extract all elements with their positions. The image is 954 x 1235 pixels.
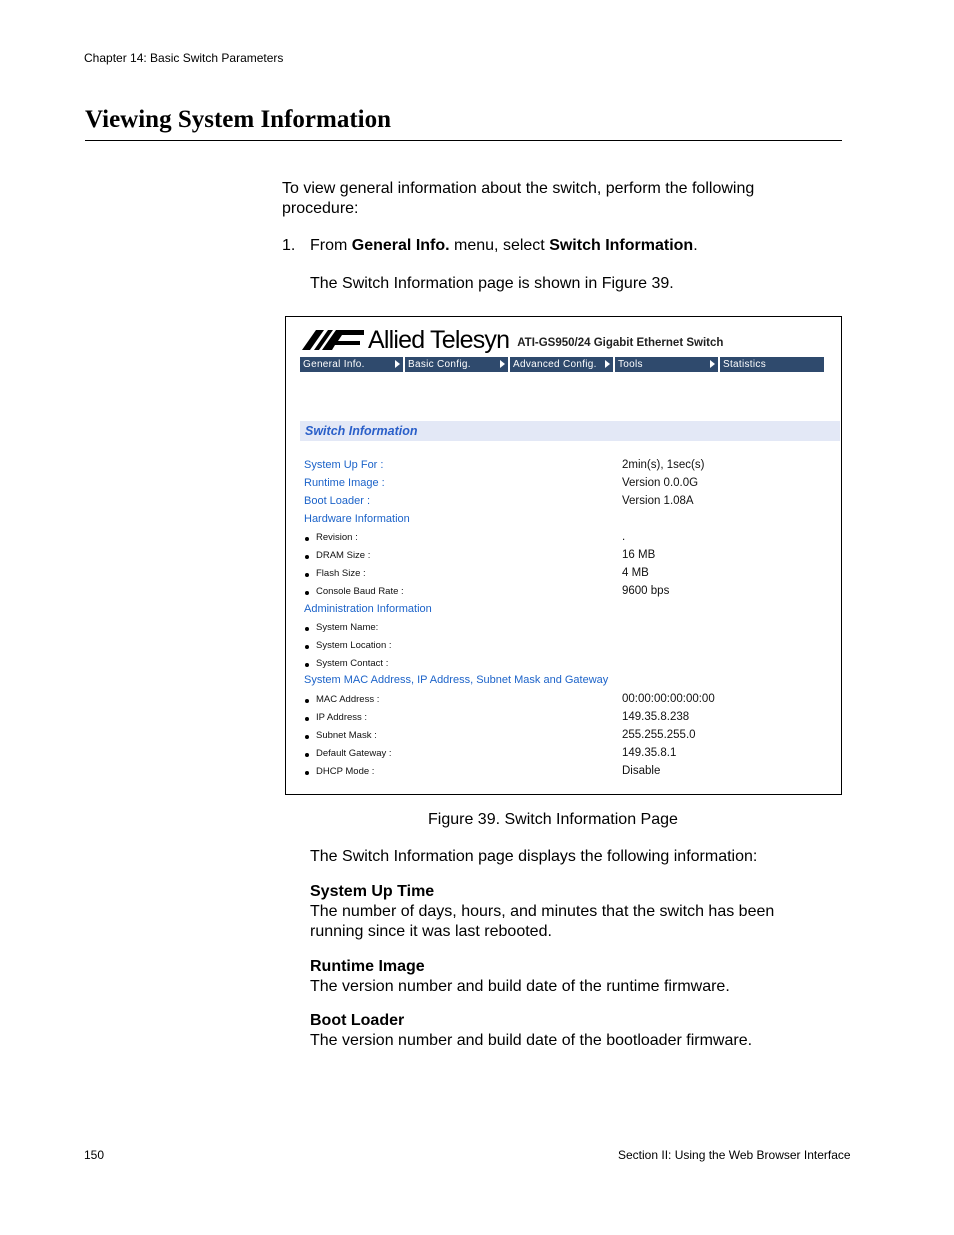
info-label: System Contact :: [316, 658, 389, 669]
info-label: Runtime Image :: [304, 477, 385, 489]
procedure-step-1: [282, 236, 822, 256]
figure-caption: Figure 39. Switch Information Page: [428, 811, 678, 828]
menu-arrow-icon: [605, 360, 610, 368]
section-title: Viewing System Information: [85, 106, 392, 133]
info-row-dram-size: [304, 549, 824, 565]
step-number: 1.: [282, 237, 296, 254]
page-number: 150: [84, 1148, 105, 1162]
info-row-flash-size: [304, 567, 824, 583]
product-name: ATI-GS950/24 Gigabit Ethernet Switch: [517, 337, 724, 349]
definition-system-up-time: [310, 882, 830, 942]
info-group-hardware: [304, 513, 824, 529]
menu-general-info[interactable]: [300, 357, 403, 372]
step-item-name: Switch Information: [549, 237, 694, 254]
info-row-ip-address: [304, 711, 824, 727]
definition-boot-loader: [310, 1011, 830, 1051]
intro-paragraph: To view general information about the switch, perform the following procedure:: [282, 180, 755, 217]
menu-label: Advanced Config.: [513, 359, 597, 370]
step-prefix: From: [310, 237, 352, 254]
info-value: 255.255.255.0: [622, 729, 696, 741]
info-group-network: [304, 674, 824, 690]
step-suffix: .: [693, 237, 698, 254]
definition-runtime-image: [310, 957, 830, 997]
allied-telesyn-logo-icon: [302, 329, 364, 351]
info-label: Flash Size :: [316, 568, 366, 579]
menu-tools[interactable]: [615, 357, 718, 372]
info-value: 4 MB: [622, 567, 649, 579]
info-value: Version 1.08A: [622, 495, 694, 507]
info-group-administration: [304, 603, 824, 619]
info-value: .: [622, 531, 626, 543]
switch-info-heading-bar: [300, 421, 840, 441]
definition-term: System Up Time: [310, 883, 435, 900]
info-value: 2min(s), 1sec(s): [622, 459, 705, 471]
menu-arrow-icon: [395, 360, 400, 368]
info-row-console-baud: [304, 585, 824, 601]
menu-label: Statistics: [723, 359, 767, 370]
info-value: 00:00:00:00:00:00: [622, 693, 715, 705]
info-label: System Location :: [316, 640, 392, 651]
menu-label: Basic Config.: [408, 359, 471, 370]
info-row-dhcp-mode: [304, 765, 824, 781]
info-label: Boot Loader :: [304, 495, 371, 507]
step-middle: menu, select: [449, 237, 550, 254]
menu-arrow-icon: [710, 360, 715, 368]
info-label: MAC Address :: [316, 694, 380, 705]
step-menu-name: General Info.: [351, 237, 450, 254]
info-label: System Name:: [316, 622, 379, 633]
info-label: DHCP Mode :: [316, 766, 375, 777]
definition-description: The number of days, hours, and minutes that the switch has been running since it was last rebooted.: [310, 903, 775, 940]
menu-label: Tools: [618, 359, 643, 370]
info-value: Version 0.0.0G: [622, 477, 699, 489]
info-row-mac-address: [304, 693, 824, 709]
title-rule: [85, 140, 842, 141]
definition-description: The version number and build date of the runtime firmware.: [310, 978, 730, 995]
info-row-runtime-image: [304, 477, 824, 493]
info-group-label: System MAC Address, IP Address, Subnet Mask and Gateway: [304, 674, 609, 686]
info-value: Disable: [622, 765, 661, 777]
info-label: IP Address :: [316, 712, 368, 723]
info-value: 9600 bps: [622, 585, 670, 597]
info-label: DRAM Size :: [316, 550, 371, 561]
running-header: Chapter 14: Basic Switch Parameters: [84, 51, 284, 65]
info-group-label: Administration Information: [304, 603, 432, 615]
info-value: 149.35.8.1: [622, 747, 677, 759]
definition-term: Boot Loader: [310, 1012, 405, 1029]
info-row-default-gateway: [304, 747, 824, 763]
definition-term: Runtime Image: [310, 958, 425, 975]
info-row-boot-loader: [304, 495, 824, 511]
footer-section: Section II: Using the Web Browser Interface: [618, 1148, 851, 1162]
info-row-system-location: [304, 639, 824, 655]
info-label: Console Baud Rate :: [316, 586, 404, 597]
step-note: The Switch Information page is shown in Figure 39.: [310, 275, 674, 292]
menu-statistics[interactable]: [720, 357, 824, 372]
brand-name: Allied Telesyn: [368, 325, 510, 354]
switch-info-heading: Switch Information: [305, 424, 418, 438]
info-row-system-contact: [304, 657, 824, 673]
info-label: Subnet Mask :: [316, 730, 377, 741]
brand-banner: [302, 325, 723, 355]
switch-information-figure: [285, 316, 842, 795]
info-row-system-name: [304, 621, 824, 637]
info-value: 149.35.8.238: [622, 711, 690, 723]
info-row-system-up: [304, 459, 824, 475]
switch-menubar: [300, 357, 824, 372]
menu-basic-config[interactable]: [405, 357, 508, 372]
definition-description: The version number and build date of the bootloader firmware.: [310, 1032, 753, 1049]
info-row-subnet-mask: [304, 729, 824, 745]
info-label: Default Gateway :: [316, 748, 392, 759]
info-label: System Up For :: [304, 459, 384, 471]
info-label: Revision :: [316, 532, 358, 543]
menu-advanced-config[interactable]: [510, 357, 613, 372]
info-group-label: Hardware Information: [304, 513, 410, 525]
info-value: 16 MB: [622, 549, 656, 561]
info-row-revision: [304, 531, 824, 547]
menu-label: General Info.: [303, 359, 365, 370]
displays-paragraph: The Switch Information page displays the following information:: [310, 848, 758, 865]
menu-arrow-icon: [500, 360, 505, 368]
